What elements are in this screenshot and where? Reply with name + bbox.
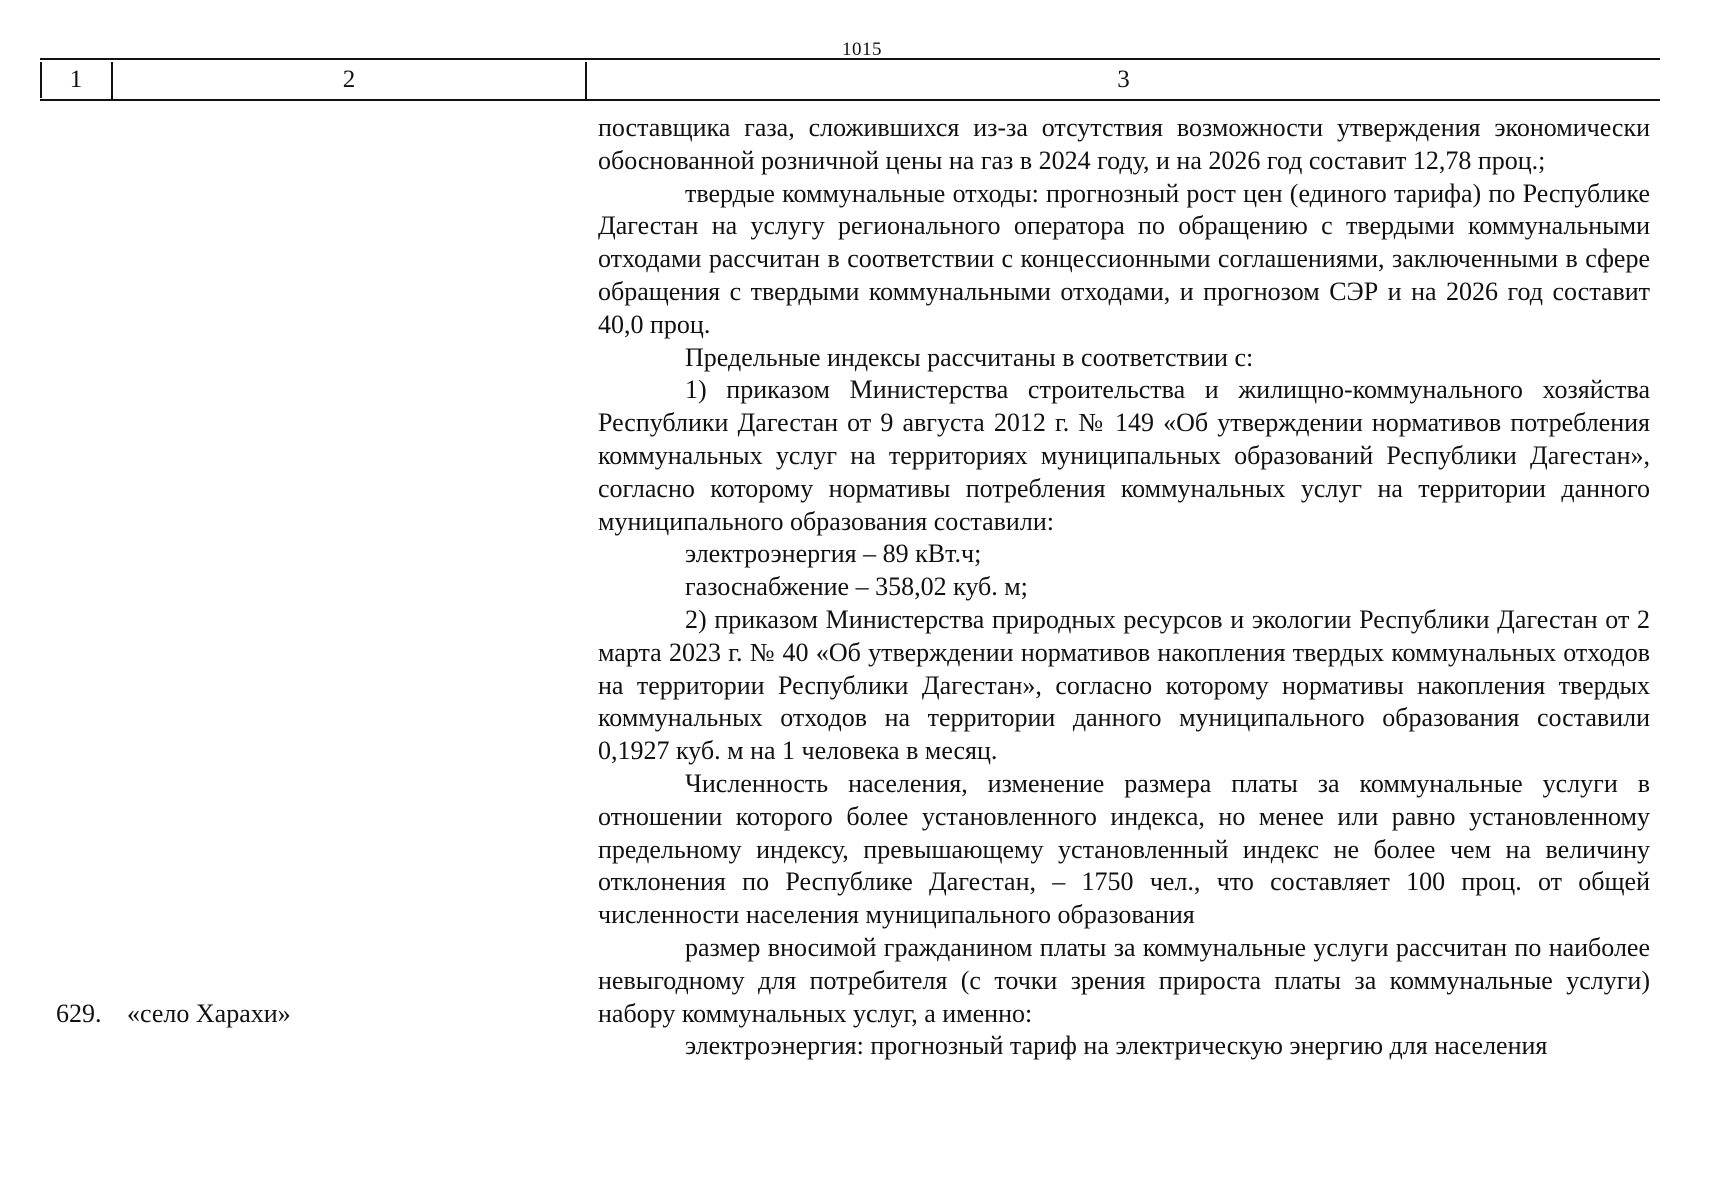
paragraph-population: Численность населения, изменение размера платы за коммунальные услуги в отношении которого более установленного индекса, но менее или равно установленному предельному индексу, превышающему установленный индекс не более чем на величину отклонения по Республике Дагестан, – 1750 чел., что составляет 100 проц. от общей численности населения муниципального образования (598, 768, 1650, 930)
paragraph-payment-calculation: размер вносимой гражданином платы за коммунальные услуги рассчитан по наиболее невыгодному для потребителя (с точки зрения прироста платы за коммунальные услуги) набору коммунальных услуг, а именно: (598, 932, 1650, 1028)
column-header-3: 3 (1117, 66, 1130, 93)
paragraph-order-ecology: 2) приказом Министерства природных ресурсов и экологии Республики Дагестан от 2 марта 2023 г. № 40 «Об утверждении нормативов накопления твердых коммунальных отходов на территории Республики Дагестан», согласно которому нормативы накопления твердых коммунальных отходов на территории данного муниципального образования составили 0,1927 куб. м на 1 человека в месяц. (598, 604, 1650, 766)
column-header-2: 2 (342, 66, 356, 93)
header-bottom-rule (40, 99, 1660, 101)
paragraph-electricity-norm: электроэнергия – 89 кВт.ч; (685, 539, 982, 569)
column-header-1: 1 (69, 66, 83, 93)
paragraph-indices-intro: Предельные индексы рассчитаны в соответствии с: (685, 342, 1254, 372)
municipality-name: «село Харахи» (127, 999, 291, 1028)
page-number: 1015 (842, 39, 882, 60)
row-number: 629. (56, 999, 102, 1028)
header-top-rule (40, 58, 1660, 60)
paragraph-order-construction: 1) приказом Министерства строительства и жилищно-коммунального хозяйства Республики Дагестан от 9 августа 2012 г. № 149 «Об утверждении нормативов потребления коммунальных услуг на территориях муниципальных образований Республики Дагестан», согласно которому нормативы потребления коммунальных услуг на территории данного муниципального образования составили: (598, 375, 1650, 536)
paragraph-gas-supplier: поставщика газа, сложившихся из-за отсутствия возможности утверждения экономически обоснованной розничной цены на газ в 2024 году, и на 2026 год составит 12,78 проц.; (598, 113, 1650, 175)
paragraph-electricity-tariff: электроэнергия: прогнозный тариф на электрическую энергию для населения (685, 1031, 1548, 1061)
paragraph-gas-norm: газоснабжение – 358,02 куб. м; (685, 572, 1028, 602)
column-3-body (598, 112, 1650, 1063)
paragraph-solid-waste: твердые коммунальные отходы: прогнозный рост цен (единого тарифа) по Республике Дагестан на услугу регионального оператора по обращению с твердыми коммунальными отходами рассчитан в соответствии с концессионными соглашениями, заключенными в сфере обращения с твердыми коммунальными отходами, и прогнозом СЭР и на 2026 год составит 40,0 проц. (598, 178, 1650, 339)
